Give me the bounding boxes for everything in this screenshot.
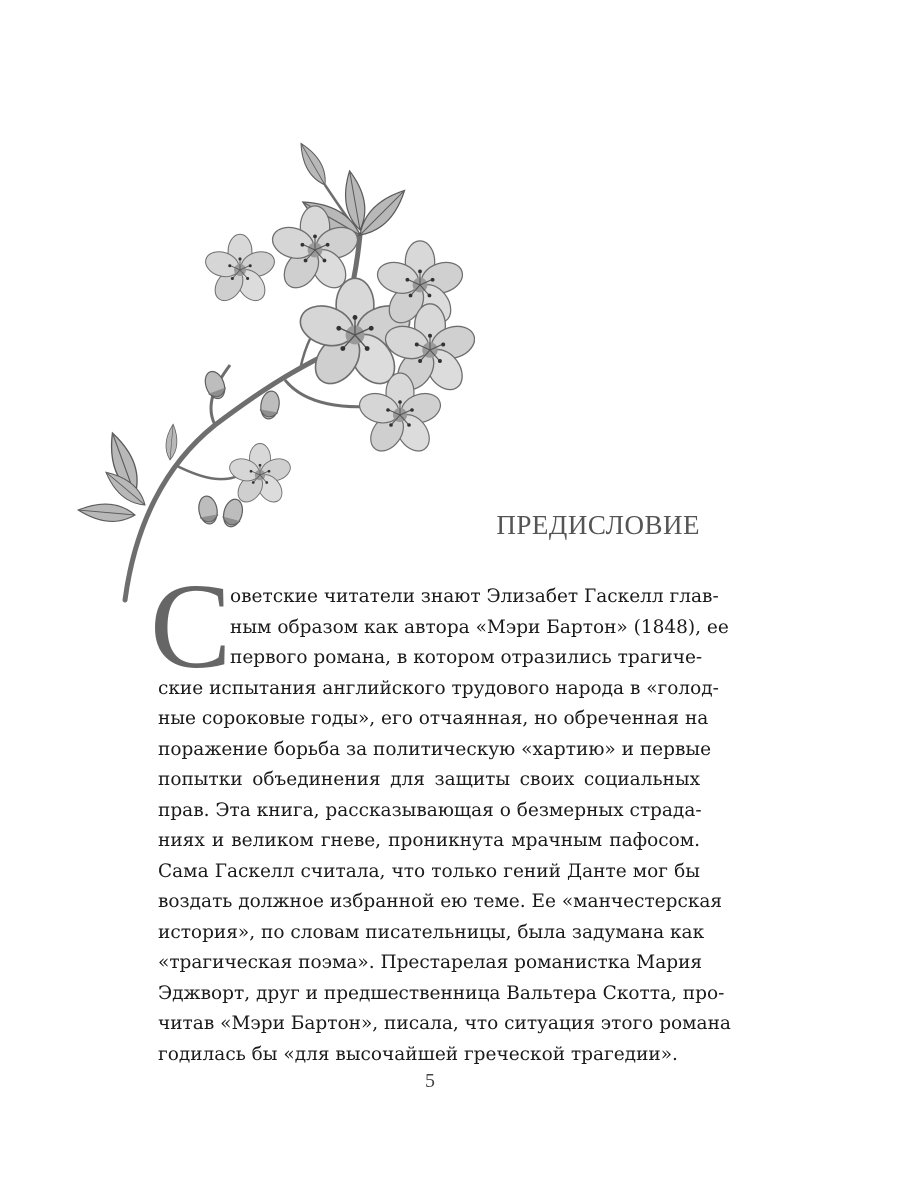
text-line: читав «Мэри Бартон», писала, что ситуация этого романа	[158, 1013, 731, 1034]
text-line: Сама Гаскелл считала, что только гений Данте мог бы	[158, 860, 700, 882]
text-line: воздать должное избранной ею теме. Ее «манчестерская	[158, 891, 723, 912]
text-line: ские испытания английского трудового народа в «голод-	[158, 677, 719, 699]
text-line: оветские читатели знают Элизабет Гаскелл глав-	[230, 586, 719, 607]
text-line: поражение борьба за политическую «хартию» и первые	[158, 738, 712, 760]
cherry-blossom-illustration	[55, 105, 475, 625]
text-line: «трагическая поэма». Престарелая романистка Мария	[158, 952, 703, 973]
text-line: ным образом как автора «Мэри Бартон» (1848), ее	[230, 616, 729, 638]
page-heading: ПРЕДИСЛОВИЕ	[496, 510, 700, 540]
text-line: Эджворт, друг и предшественница Вальтера Скотта, про-	[158, 982, 725, 1004]
text-line: годилась бы «для высочайшей греческой трагедии».	[158, 1043, 678, 1065]
text-line: попытки объединения для защиты своих социальных	[158, 769, 700, 790]
text-line: история», по словам писательницы, была задумана как	[158, 921, 705, 943]
text-line: прав. Эта книга, рассказывающая о безмерных страда-	[158, 799, 702, 821]
drop-cap: С	[150, 559, 232, 694]
text-line: ниях и великом гневе, проникнута мрачным пафосом.	[158, 830, 700, 851]
page-number: 5	[425, 1070, 435, 1092]
text-line: первого романа, в котором отразились трагиче-	[230, 647, 703, 668]
body-text	[158, 582, 731, 1070]
text-line: ные сороковые годы», его отчаянная, но обреченная на	[158, 708, 709, 729]
